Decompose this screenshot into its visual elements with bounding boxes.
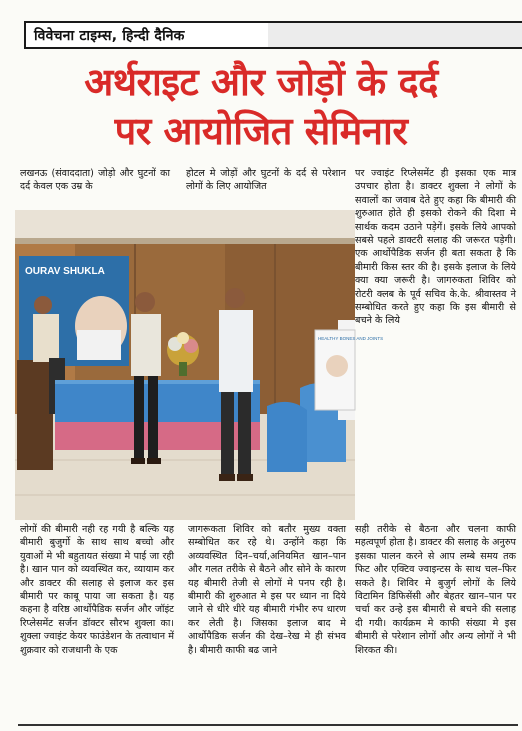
banner2-title: HEALTHY BONES AND JOINTS bbox=[318, 336, 384, 341]
headline-line-2: पर आयोजित सेमिनार bbox=[114, 109, 408, 153]
article-col1-bottom: लोगों की बीमारी नही रह गयी है बल्कि यह बीमारी बुजुर्गो के साथ साथ बच्चो और युवाओं मे भी बहुतायत संख्या मे पाई जा रही है। खान पान को व्यवस्थित कर, व्यायाम कर और डाक्टर की सलाह से इलाज कर इस बीमारी पर काबू पाया जा सकता है। यह कहना है वरिष्ठ आर्थोपैडिक सर्जन और जॉइंट रिप्लेसमेंट सर्जन डॉक्टर सौरभ शुक्ला का। शुक्ला ज्वाइंट केयर फाउंडेशन के तत्वाधान में शुक्रवार को राजधानी के एक bbox=[20, 524, 174, 656]
article-col3-bottom: सही तरीके से बैठना और चलना काफी महत्वपूर्ण होता है। डाक्टर की सलाह के अनुरुप इसका पालन करने से आप लम्बे समय तक फिट और एक्टिव ज्वाइन्टस के साथ चल–फिर सकते है। शिविर मे बुजुर्ग लोगों के लिये विटामिन डिफिसेंसी और बेहतर खान–पान पर चर्चा कर उन्हे इस बीमारी से बचने की सलाह दी गयी। कार्यक्रम मे काफी संख्या मे इस बीमारी से परेशान लोगों और अन्य लोगों ने भी शिरकत की। bbox=[355, 524, 516, 656]
newspaper-name: विवेचना टाइम्स, हिन्दी दैनिक bbox=[34, 28, 185, 44]
event-photo bbox=[15, 210, 384, 520]
article-col2-bottom: जागरूकता शिविर को बतौर मुख्य वक्ता सम्बोधित कर रहे थे। उन्होंने कहा कि अव्यवस्थित दिन–चर्या,अनियमित खान–पान और गलत तरीके से बैठने और सोने के कारण यह बीमारी तेजी से लोगों मे पनप रही है। बीमारी की शुरुआत मे इस पर ध्यान ना दिये जाने से धीरे धीरे यह बीमारी गंभीर रुप धारण कर लेती है। जिसका इलाज बाद मे आर्थोपैडिक सर्जन की देख–रेख मे ही संभव है। बीमारी काफी बढ जाने bbox=[188, 524, 346, 656]
article-col2-top: होटल मे जोड़ों और घुटनों के दर्द से परेशान लोगों के लिए आयोजित bbox=[186, 168, 346, 193]
article-col1-top: लखनऊ (संवाददाता) जोड़ो और घुटनों का दर्द केवल एक उम्र के bbox=[20, 168, 170, 193]
masthead-fill bbox=[268, 23, 522, 47]
headline bbox=[0, 58, 522, 156]
headline-line-1: अर्थराइट और जोड़ों के दर्द bbox=[84, 60, 438, 104]
banner-name: OURAV SHUKLA bbox=[25, 266, 105, 277]
bottom-rule bbox=[18, 724, 518, 726]
article-col3: पर ज्वाइंट रिप्लेसमेंट ही इसका एक मात्र उपचार होता है। डाक्टर शुक्ला ने लोगों के सवालों का जवाब देते हुए कहा कि बीमारी की शुरुआत होते ही इसको रोकने की दिशा मे सार्थक कदम उठाने पड़ेगें। इसके लिये आपको सबसे पहले डाक्टरी सलाह की जरूरत पड़ेगी। एक आर्थोपैडिक सर्जन ही बता सकता है कि बीमारी किस स्तर की है। इसके इलाज के लिये क्या क्या जरूरी है। जागरुकता शिविर को रोटरी क्लब के पूर्व सचिव के.के. श्रीवास्तव ने सम्बोधित करते हुए कहा कि इस बीमारी से बचने के लिये bbox=[355, 168, 516, 327]
masthead bbox=[24, 21, 522, 49]
